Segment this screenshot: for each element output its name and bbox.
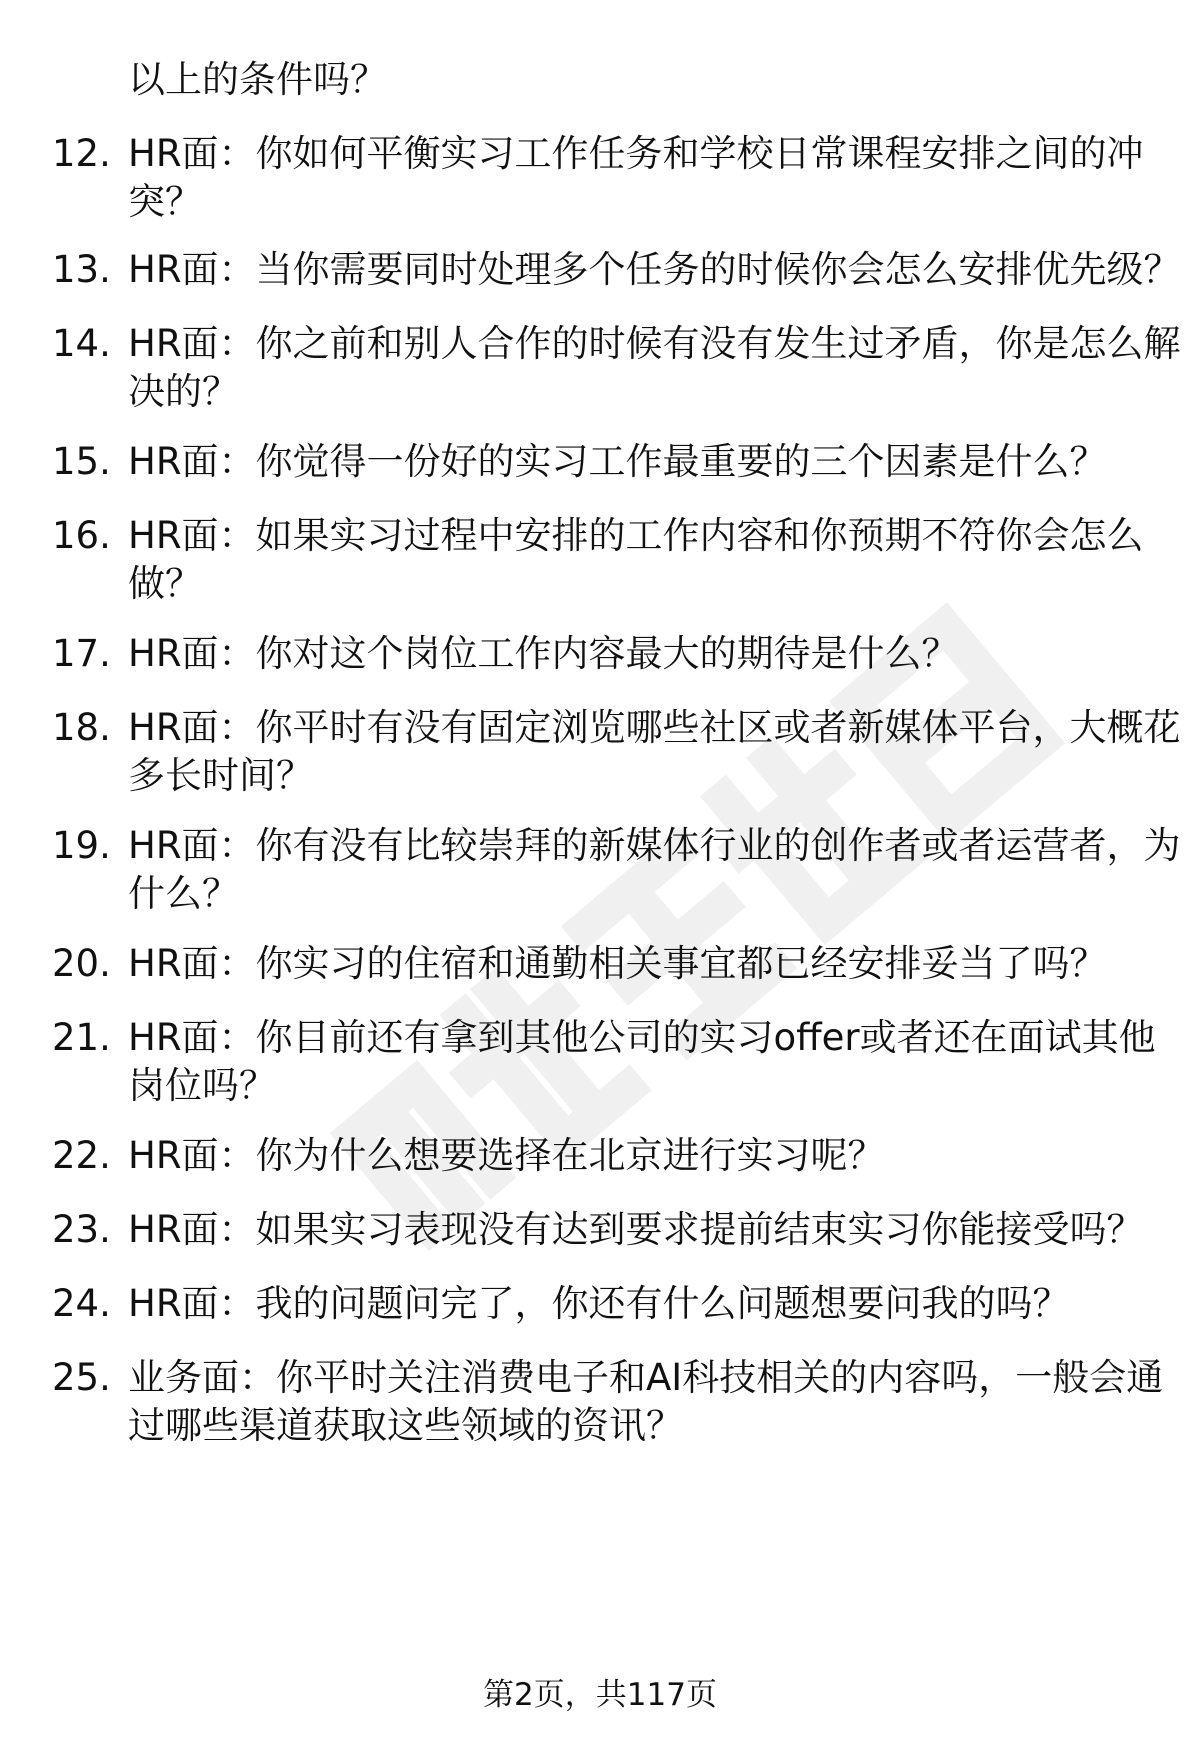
item-number: 17. (52, 632, 111, 675)
item-number: 24. (52, 1282, 111, 1325)
item-number: 22. (52, 1134, 111, 1177)
item-text: HR面：你实习的住宿和通勤相关事宜都已经安排妥当了吗？ (128, 942, 1107, 985)
item-text: HR面：你平时有没有固定浏览哪些社区或者新媒体平台，大概花 多长时间？ (128, 706, 1181, 797)
item-text: HR面：你之前和别人合作的时候有没有发生过矛盾，你是怎么解 决的？ (128, 322, 1181, 413)
item-number: 14. (52, 322, 111, 365)
item-number: 25. (52, 1356, 111, 1399)
item-text: HR面：你目前还有拿到其他公司的实习offer或者还在面试其他 岗位吗？ (128, 1016, 1156, 1107)
item-number: 20. (52, 942, 111, 985)
item-number: 21. (52, 1016, 111, 1059)
item-text: HR面：如果实习表现没有达到要求提前结束实习你能接受吗？ (128, 1208, 1144, 1251)
item-text: 业务面：你平时关注消费电子和AI科技相关的内容吗，一般会通 过哪些渠道获取这些领域的资讯？ (128, 1356, 1164, 1447)
item-text: HR面：你如何平衡实习工作任务和学校日常课程安排之间的冲 突？ (128, 132, 1144, 223)
item-number: 15. (52, 440, 111, 483)
item-number: 19. (52, 824, 111, 867)
item-text: HR面：如果实习过程中安排的工作内容和你预期不符你会怎么 做？ (128, 514, 1144, 605)
item-number: 16. (52, 514, 111, 557)
page-footer: 第2页，共117页 (483, 1677, 717, 1713)
item-text: HR面：我的问题问完了，你还有什么问题想要问我的吗？ (128, 1282, 1070, 1325)
item-text: HR面：你对这个岗位工作内容最大的期待是什么？ (128, 632, 959, 675)
item-number: 18. (52, 706, 111, 749)
item-text: HR面：你有没有比较崇拜的新媒体行业的创作者或者运营者，为 什么？ (128, 824, 1181, 915)
item-number: 13. (52, 248, 111, 291)
item-number: 23. (52, 1208, 111, 1251)
continuation-text: 以上的条件吗？ (128, 58, 387, 101)
item-text: HR面：你为什么想要选择在北京进行实习呢？ (128, 1134, 885, 1177)
item-number: 12. (52, 132, 111, 175)
item-text: HR面：你觉得一份好的实习工作最重要的三个因素是什么？ (128, 440, 1107, 483)
item-text: HR面：当你需要同时处理多个任务的时候你会怎么安排优先级？ (128, 248, 1181, 291)
